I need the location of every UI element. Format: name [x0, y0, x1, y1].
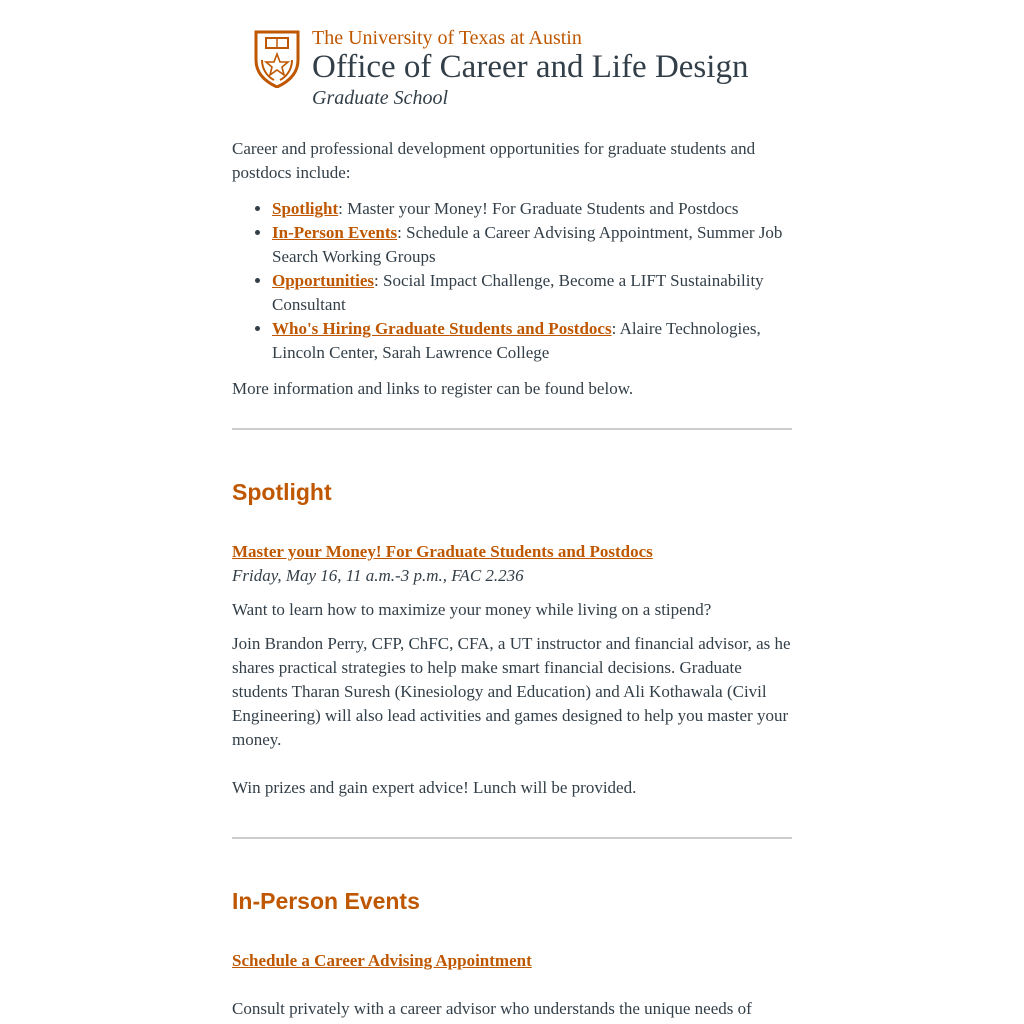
- toc-link-spotlight[interactable]: Spotlight: [272, 199, 339, 218]
- logo-school: Graduate School: [312, 87, 449, 109]
- list-item: [272, 317, 792, 365]
- event-link-career-advising[interactable]: Schedule a Career Advising Appointment: [232, 951, 532, 970]
- divider: [232, 428, 792, 430]
- spotlight-paragraph: Want to learn how to maximize your money while living on a stipend?: [232, 600, 712, 619]
- ut-shield-icon: [254, 30, 300, 88]
- event-link-master-your-money[interactable]: Master your Money! For Graduate Students and Postdocs: [232, 542, 653, 561]
- section-heading-spotlight: Spotlight: [232, 479, 332, 505]
- spotlight-paragraph: Join Brandon Perry, CFP, ChFC, CFA, a UT instructor and financial advisor, as he shares practical strategies to help make smart financial decisions. Graduate students Tharan Suresh (Kinesiology and Education) and Ali Kothawala (Civil Engineering) will also lead activities and games designed to help you master your money.: [232, 634, 791, 749]
- list-item: [272, 197, 792, 221]
- spotlight-paragraph: Win prizes and gain expert advice! Lunch will be provided.: [232, 778, 637, 797]
- list-item: [272, 269, 792, 317]
- logo-university: The University of Texas at Austin: [312, 27, 582, 49]
- email-body: [232, 0, 792, 1021]
- in-person-paragraph: Consult privately with a career advisor who understands the unique needs of: [232, 999, 752, 1018]
- event-when: Friday, May 16, 11 a.m.-3 p.m., FAC 2.236: [232, 566, 524, 585]
- list-item: [272, 221, 792, 269]
- intro-text: Career and professional development opportunities for graduate students and postdocs include:: [232, 139, 756, 182]
- toc-text: : Alaire Technologies, Lincoln Center, Sarah Lawrence College: [272, 319, 761, 362]
- toc-text: : Master your Money! For Graduate Students and Postdocs: [338, 199, 739, 218]
- toc-text: : Social Impact Challenge, Become a LIFT Sustainability Consultant: [272, 271, 764, 314]
- toc-list: [232, 197, 792, 365]
- logo: [254, 28, 784, 112]
- more-info-text: More information and links to register can be found below.: [232, 379, 634, 398]
- toc-link-in-person-events[interactable]: In-Person Events: [272, 223, 398, 242]
- divider: [232, 837, 792, 839]
- toc-link-whos-hiring[interactable]: Who's Hiring Graduate Students and Postdocs: [272, 319, 612, 338]
- toc-link-opportunities[interactable]: Opportunities: [272, 271, 375, 290]
- logo-office: Office of Career and Life Design: [312, 49, 749, 85]
- toc-text: : Schedule a Career Advising Appointment, Summer Job Search Working Groups: [272, 223, 783, 266]
- section-heading-in-person-events: In-Person Events: [232, 888, 420, 914]
